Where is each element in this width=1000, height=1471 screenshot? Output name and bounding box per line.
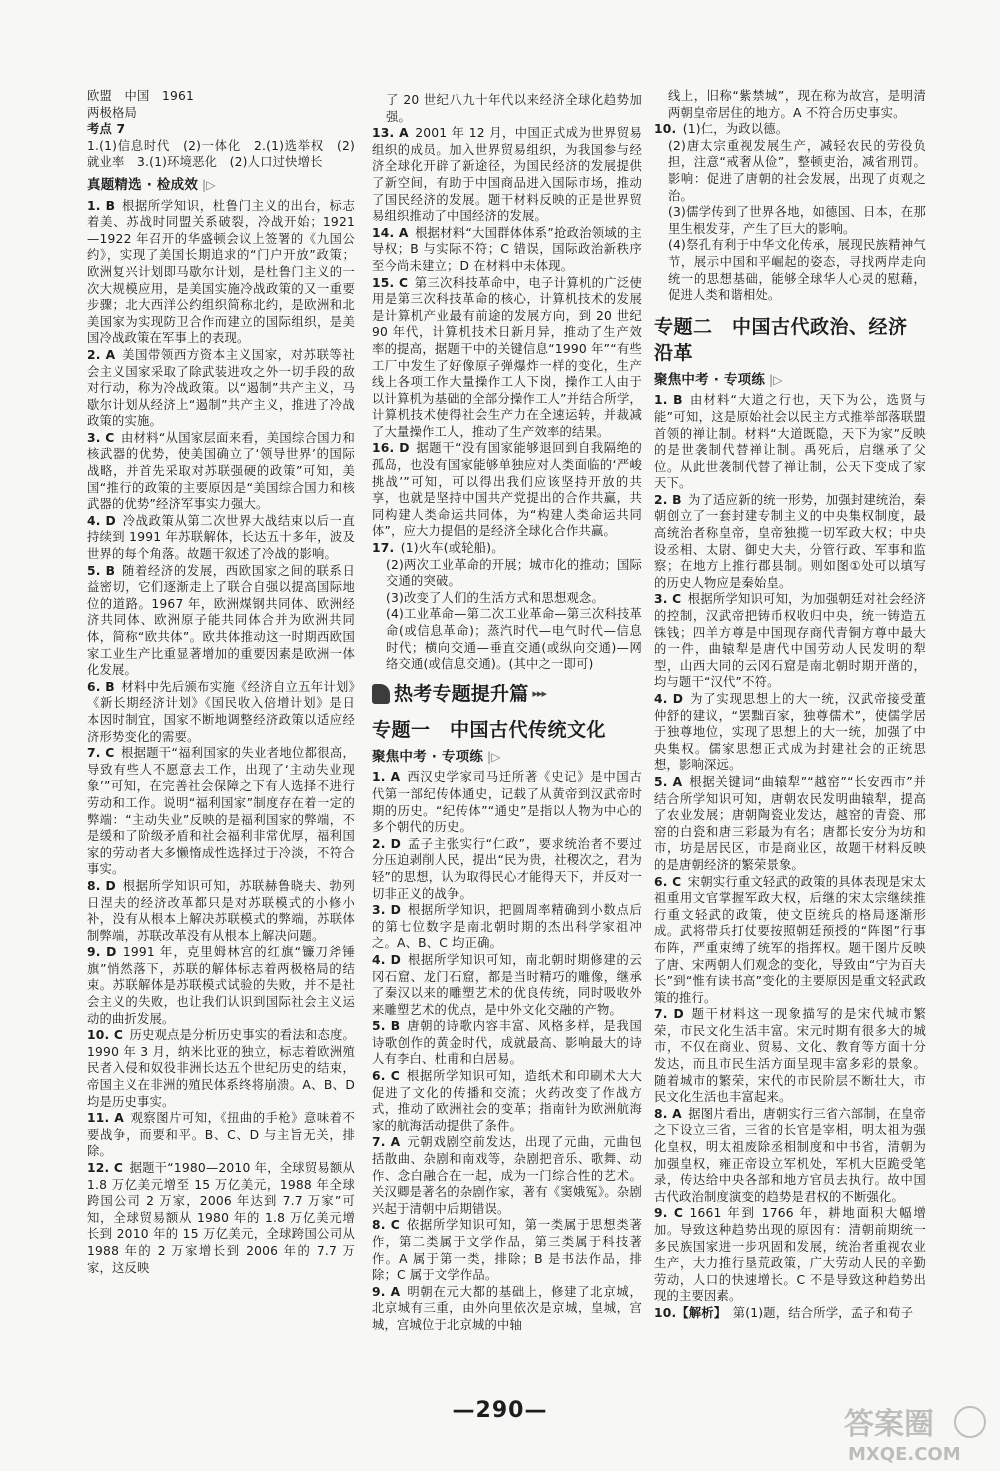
answer-number: 10. <box>654 122 677 137</box>
answer-number: 1. B <box>87 198 116 213</box>
answer-text: 考点 7 <box>87 122 126 137</box>
answer-item <box>372 540 642 557</box>
text-line <box>654 237 926 303</box>
answer-text: (4)工业革命—第二次工业革命—第三次科技革命(或信息革命)；蒸汽时代—电气时代—信息时代；横向交通—垂直交通(或纵向交通)—网络交通(或信息交通)。(其中之一即可) <box>386 607 642 672</box>
answer-text: 第(1)题，结合所学，孟子和荀子 <box>732 1305 914 1320</box>
answer-text: 观察图片可知，《扭曲的手枪》意味着不要战争，而要和平。B、C、D 与主旨无关，排除。 <box>87 1111 355 1159</box>
text-line <box>87 121 355 138</box>
answer-item <box>372 1284 642 1334</box>
answer-text: 据题干“1980—2010 年，全球贸易额从 1.8 万亿美元增至 15 万亿美元，1988 年全球跨国公司 2 万家，2006 年达到 7.7 万家”可知，全球贸易额从 1980 年的 1.8 万亿美元增长到 2010 年的 15 万亿美元，全球跨国公司从 1988 年的 2 万家增长到 2006 年的 7.7 万家，这反映 <box>87 1161 355 1275</box>
answer-number: 4. D <box>87 513 116 528</box>
answer-item <box>87 1110 355 1160</box>
answer-item <box>654 121 926 138</box>
text-line <box>654 138 926 204</box>
answer-text: 1661 年到 1766 年，耕地面积大幅增加。导致这种趋势出现的原因有：清朝前期统一多民族国家进一步巩固和发展，统治者重视农业生产，大力推行垦荒政策，广大劳动人民的辛勤劳动，人口的快速增长。C 不是导致这种趋势出现的主要因素。 <box>654 1206 926 1304</box>
answer-item <box>87 1027 355 1110</box>
answer-text: 历史观点是分析历史事实的看法和态度。1990 年 3 月，纳米比亚的独立，标志着欧洲殖民者入侵和奴役非洲长达五个世纪历史的结束，帝国主义在非洲的殖民体系终将崩溃。A、B、D 均是历史事实。 <box>87 1028 355 1109</box>
text-line <box>372 92 642 125</box>
answer-number: 9. D <box>87 945 117 960</box>
answer-number: 16. D <box>372 441 410 456</box>
answer-text: (1)仁，为政以德。 <box>682 122 789 137</box>
text-line <box>372 606 642 672</box>
watermark-logo <box>842 1400 992 1464</box>
answer-item <box>372 1018 642 1068</box>
answer-item <box>372 225 642 275</box>
answer-number: 3. C <box>87 430 115 445</box>
answer-number: 5. B <box>87 563 116 578</box>
answer-item <box>372 1068 642 1134</box>
answer-text: (4)祭孔有利于中华文化传承，展现民族精神气节，展示中国和平崛起的姿态，寻找两岸走向统一的思想基础，能够全球华人心灵的慰藉，促进人类和谐相处。 <box>668 238 926 303</box>
answer-item <box>654 1106 926 1206</box>
answer-number: 3. C <box>654 592 682 607</box>
answer-number: 6. B <box>87 679 115 694</box>
answer-text: 1.(1)信息时代 (2)一体化 2.(1)选举权 (2)就业率 3.(1)环境恶化 (2)人口过快增长 <box>87 138 355 170</box>
answer-text: 1991 年，克里姆林宫的红旗“镰刀斧锤旗”悄然落下，苏联的解体标志着两极格局的结束。苏联解体是苏联模式试验的失败，并不是社会主义的失败，也让我们认识到国际社会主义运动的曲折发展。 <box>87 945 355 1026</box>
answer-item <box>87 1160 355 1276</box>
answer-number: 5. B <box>372 1019 401 1034</box>
answer-item <box>87 878 355 944</box>
answer-text: 第三次科技革命中，电子计算机的广泛使用是第三次科技革命的核心，计算机技术的发展是计算机产业最有前途的发展方向，到 20 世纪 90 年代，计算机技术日新月异，推动了生产效率的提高，据题干中的关键信息“1990 年”“有些工厂中发生了好像原子弹爆炸一样的变化，生产线上各项工作大量操作工人下岗，操作工人由于以计算机为基础的全部分操作工人”并结合所学，计算机技术使得社会生产力在全速运转，并裁减了大量操作工人，推动了生产效率的结果。 <box>372 275 642 439</box>
section-heading <box>87 177 355 194</box>
text-line <box>372 590 642 607</box>
answer-item <box>87 430 355 513</box>
answer-number: 7. D <box>654 1007 684 1022</box>
answer-item <box>372 902 642 952</box>
topic-title: 专题二 中国古代政治、经济沿革 <box>654 315 908 364</box>
answer-number: 7. C <box>87 746 115 761</box>
answer-text: 根据所学知识，把圆周率精确到小数点后的第七位数字是南北朝时期的杰出科学家祖冲之。A、B、C 均正确。 <box>372 903 642 951</box>
answer-item <box>372 125 642 225</box>
answer-item <box>372 952 642 1018</box>
answer-number: 7. A <box>372 1135 401 1150</box>
answer-text: 为了实现思想上的大一统，汉武帝接受董仲舒的建议，“罢黜百家，独尊儒术”，使儒学居于独尊地位，实现了思想上的大一统，加强了中央集权。儒家思想正式成为封建社会的正统思想，影响深远。 <box>654 692 926 773</box>
answer-number: 5. A <box>654 774 683 789</box>
answer-text: 西汉史学家司马迁所著《史记》是中国古代第一部纪传体通史，记载了从黄帝到汉武帝时期的历史。“纪传体”“通史”是指以人物为中心的多个朝代的历史。 <box>372 770 642 835</box>
text-line <box>87 138 355 171</box>
answer-number: 11. A <box>87 1111 124 1126</box>
answer-text: 根据题干“福利国家的失业者地位都很高，导致有些人不愿意去工作，出现了‘主动失业现象’”可知，在完善社会保障之下有人选择不进行劳动和工作。说明“福利国家”制度存在着一定的弊端：“主动失业”反映的是福利国家的弊端，不是缓和了阶级矛盾和社会福利非常优厚，福利国家的劳动者大多懒惰成性选择过于冷淡，不符合事实。 <box>87 746 356 877</box>
answer-text: 孟子主张实行“仁政”，要求统治者不要过分压迫剥削人民，提出“民为贵，社稷次之，君为轻”的思想，认为取得民心才能得天下，并反对一切非正义的战争。 <box>372 836 642 901</box>
answer-text: 依据所学知识可知，第一类属于思想类著作，第二类属于文学作品，第三类属于科技著作。A 属于第一类，排除；B 是书法作品，排除；C 属于文学作品。 <box>372 1218 642 1283</box>
answer-number: 10. C <box>87 1028 124 1043</box>
answer-number: 4. D <box>372 952 402 967</box>
section-heading-label: 真题精选 · 检成效 <box>87 176 199 193</box>
answer-text: 了 20 世纪八九十年代以来经济全球化趋势加强。 <box>386 93 642 124</box>
answer-number: 8. A <box>654 1106 682 1121</box>
answer-text: 明朝在元大都的基础上，修建了北京城，北京城有三重，由外向里依次是京城，皇城，宫城，宫城位于北京城的中轴 <box>372 1284 642 1332</box>
answer-text: (2)唐太宗重视发展生产，减轻农民的劳役负担，注意“戒奢从俭”，整顿吏治，减省刑罚。影响：促进了唐朝的社会发展，出现了贞观之治。 <box>668 138 926 203</box>
answer-number: 2. A <box>87 347 116 362</box>
section-heading <box>654 372 926 389</box>
text-line <box>654 88 926 121</box>
answer-item <box>87 944 355 1027</box>
text-line <box>87 88 355 105</box>
answer-item <box>87 679 355 745</box>
answer-text: 为了适应新的统一形势，加强封建统治，秦朝创立了一套封建专制主义的中央集权制度，最高统治者称皇帝，皇帝独揽一切军政大权；中央设丞相、太尉、御史大夫，分管行政、军事和监察；在地方上推行郡县制。则如图①处可以填写的历史人物应是秦始皇。 <box>654 492 926 590</box>
answer-item <box>654 691 926 774</box>
column-middle <box>372 92 642 1334</box>
answer-item <box>654 392 926 492</box>
answer-text: 线上，旧称“紫禁城”，现在称为故宫，是明清两朝皇帝居住的地方。A 不符合历史事实。 <box>668 89 926 120</box>
answer-text: 两极格局 <box>87 105 137 120</box>
answer-number: 10.【解析】 <box>654 1305 727 1320</box>
answer-text: 冷战政策从第二次世界大战结束以后一直持续到 1991 年苏联解体，长达五十多年，波及世界的每个角落。故题干叙述了冷战的影响。 <box>87 513 355 562</box>
answer-item <box>372 1134 642 1217</box>
answer-number: 14. A <box>372 225 409 240</box>
answer-text: 由材料“从国家层面来看，美国综合国力和核武器的优势，使美国确立了‘领导世界’的国际战略，并首先采取对苏联强硬的政策”可知，美国“推行的政策的主要原因是“美国综合国力和核武器的优势”经济军事实力强大。 <box>87 430 356 512</box>
answer-number: 12. C <box>87 1161 124 1175</box>
answer-text: 根据材料“大国群体体系”抢政治领域的主导权；B 与实际不符；C 错误，国际政治新秩序至今尚未建立；D 在材料中未体现。 <box>372 225 642 273</box>
text-line <box>654 204 926 237</box>
column-left <box>87 88 355 1276</box>
answer-text: 据题干“没有国家能够退回到自我隔绝的孤岛，也没有国家能够单独应对人类面临的‘严峻挑战’”可知，可以得出我们应该坚持开放的共享，也就是坚持中国共产党提出的合作共赢，共同构建人类命运共同体，为“构建人类命运共同体”，应大力提倡的是经济全球化合作共赢。 <box>372 441 642 539</box>
answer-item <box>372 836 642 902</box>
answer-text: 欧盟 中国 1961 <box>87 89 195 103</box>
arrow-icon: |▷ <box>198 177 216 192</box>
answer-item <box>372 440 642 540</box>
answer-item <box>654 1305 926 1322</box>
answer-text: 美国带领西方资本主义国家，对苏联等社会主义国家采取了除武装进攻之外一切手段的敌对行动，称为冷战政策。以“遏制”共产主义，马歇尔计划从经济上“遏制”共产主义，推进了冷战政策的实施。 <box>87 347 355 429</box>
answer-number: 6. C <box>654 874 682 889</box>
answer-number: 1. B <box>654 393 683 408</box>
section-heading-label: 聚焦中考 · 专项练 <box>654 371 766 388</box>
answer-number: 15. C <box>372 275 409 290</box>
answer-text: (3)儒学传到了世界各地，如德国、日本，在那里生根发芽，产生了巨大的影响。 <box>668 205 926 236</box>
arrow-icon: |▷ <box>765 372 783 387</box>
answer-item <box>654 1205 926 1305</box>
answer-text: 根据所学知识可知，造纸术和印刷术大大促进了文化的传播和交流；火药改变了作战方式，推动了欧洲社会的变革；指南针为欧洲航海家的航海活动提供了条件。 <box>372 1069 642 1133</box>
answer-item <box>654 874 926 1007</box>
answer-item <box>87 563 355 679</box>
answer-number: 2. B <box>654 492 682 507</box>
answer-item <box>372 275 642 441</box>
answer-text: (2)两次工业革命的开展；城市化的推动；国际交通的突破。 <box>386 557 642 589</box>
answer-text: (1)火车(或轮船)。 <box>400 541 504 556</box>
answer-number: 8. D <box>87 878 116 893</box>
answer-item <box>87 513 355 563</box>
banner-title: 热考专题提升篇 <box>394 682 529 705</box>
section-heading <box>372 749 642 766</box>
answer-text: 据图片看出，唐朝实行三省六部制，在皇帝之下设立三省，三省的长官是宰相，明太祖为强化皇权，明太祖废除丞相制度和中书省，清朝为加强皇权，雍正帝设立军机处，军机大臣跪受笔录，传达给中央各部和地方官员去执行。故中国古代政治制度演变的趋势是君权的不断强化。 <box>654 1106 926 1204</box>
answer-item <box>654 1006 926 1106</box>
answer-number: 2. D <box>372 836 401 851</box>
answer-text: 由材料“大道之行也，天下为公，选贤与能”可知，这是原始社会以民主方式推举部落联盟首领的禅让制。材料“大道既隐，天下为家”反映的是世袭制代替禅让制。禹死后，启继承了父位。从此世袭制代替了禅让制，公天下变成了家天下。 <box>654 393 926 491</box>
answer-text: 元朝戏剧空前发达，出现了元曲，元曲包括散曲、杂剧和南戏等，杂剧把音乐、歌舞、动作、念白融合在一起，成为一门综合性的艺术。关汉卿是著名的杂剧作家，著有《窦娥冤》。杂剧兴起于清朝中后期错误。 <box>372 1135 642 1216</box>
text-line <box>372 557 642 590</box>
answer-number: 6. C <box>372 1069 400 1084</box>
part-banner <box>372 681 642 707</box>
answer-number: 1. A <box>372 770 401 785</box>
answer-number: 3. D <box>372 903 402 918</box>
answer-text: (3)改变了人们的生活方式和思想观念。 <box>386 590 604 605</box>
answer-text: 唐朝的诗歌内容丰富、风格多样，是我国诗歌创作的黄金时代，成就最高、影响最大的诗人有李白、杜甫和白居易。 <box>372 1019 642 1067</box>
topic-title: 专题一 中国古代传统文化 <box>372 718 607 741</box>
answer-text: 材料中先后颁布实施《经济自立五年计划》《新长期经济计划》《国民收入倍增计划》是日本因时制宜，国家不断地调整经济政策以适应经济形势变化的需要。 <box>87 679 356 744</box>
section-heading-label: 聚焦中考 · 专项练 <box>372 748 484 765</box>
answer-item <box>87 745 355 878</box>
answer-item <box>372 769 642 835</box>
answer-item <box>372 1217 642 1283</box>
watermark-text: 答案圈 <box>844 1407 934 1442</box>
answer-item <box>87 347 355 430</box>
triple-arrow-icon: ▸▸▸ <box>532 686 546 700</box>
arrow-icon: |▷ <box>483 749 501 764</box>
answer-number: 4. D <box>654 692 684 706</box>
answer-number: 17. <box>372 541 395 556</box>
answer-text: 根据关键词“曲辕犁”“越窑”“长安西市”并结合所学知识可知，唐朝农民发明曲辕犁，提高了农业发展；唐朝陶瓷业发达，越窑的青瓷、邢窑的白瓷和唐三彩最为有名；唐都长安分为坊和市，坊是居民区，市是商业区，故题干材料反映的是唐朝经济的繁荣景象。 <box>654 774 926 872</box>
answer-item <box>654 591 926 691</box>
answer-number: 9. C <box>654 1206 684 1221</box>
answer-text: 宋朝实行重文轻武的政策的具体表现是宋太祖重用文官掌握军政大权，后继的宋太宗继续推行重文轻武的政策，使文臣统兵的格局逐渐形成。武将带兵打仗要按照朝廷预授的“阵图”行事布阵，严重束缚了统军的指挥权。题干图片反映了唐、宋两朝人们观念的变化，导致由“宁为百夫长”到“惟有读书高”变化的主要原因是重文轻武政策的推行。 <box>654 874 926 1005</box>
answer-item <box>87 198 355 347</box>
column-right <box>654 88 926 1322</box>
answer-item <box>654 492 926 592</box>
answer-text: 随着经济的发展，西欧国家之间的联系日益密切，它们逐渐走上了联合自强以提高国际地位的道路。1967 年，欧洲煤钢共同体、欧洲经济共同体、欧洲原子能共同体合并为欧洲共同体，简称“欧共体”。欧共体推动这一时期西欧国家工业生产比重显著增加的重要因素是欧洲一体化发展。 <box>87 563 355 678</box>
answer-text: 根据所学知识可知，南北朝时期修建的云冈石窟、龙门石窟，都是当时精巧的雕像，继承了秦汉以来的雕塑艺术的优良传统，同时吸收外来雕塑艺术的优点，是中外文化交融的产物。 <box>372 952 642 1017</box>
answer-text: 根据所学知识可知，为加强朝廷对社会经济的控制，汉武帝把铸币权收归中央，统一铸造五铢钱；四羊方尊是中国现存商代青铜方尊中最大的一件，曲辕犁是唐代中国劳动人民发明的犁型，山西大同的云冈石窟是南北朝时期开凿的，均与题干“汉代”不符。 <box>654 592 926 690</box>
answer-text: 题干材料这一现象描写的是宋代城市繁荣，市民文化生活丰富。宋元时期有很多大的城市，不仅在商业、贸易、文化、教育等方面十分发达，而且市民生活方面呈现丰富多彩的景象。随着城市的繁荣，宋代的市民阶层不断壮大，市民文化生活也丰富起来。 <box>654 1007 926 1105</box>
answer-item <box>654 774 926 874</box>
answer-text: 根据所学知识，杜鲁门主义的出台，标志着美、苏战时同盟关系破裂，冷战开始；1921—1922 年召开的华盛顿会议上签署的《九国公约》，实现了美国长期追求的“门户开放”政策；欧洲复兴计划即马歇尔计划，是杜鲁门主义的一次大规模应用，是美国实施冷战政策的又一重要步骤；北大西洋公约组织简称北约，是欧洲和北美国家为实现防卫合作而建立的国际组织，是美国冷战政策在军事上的表现。 <box>87 198 355 346</box>
page-number: —290— <box>452 1398 548 1423</box>
answer-number: 13. A <box>372 126 409 141</box>
answer-text: 根据所学知识可知，苏联赫鲁晓夫、勃列日涅夫的经济改革都只是对苏联模式的小修小补，没有从根本上解决苏联模式的弊端，苏联体制弊端，苏联改革没有从根本上解决问题。 <box>87 878 355 943</box>
answer-number: 8. C <box>372 1218 400 1233</box>
answer-number: 9. A <box>372 1284 401 1299</box>
answer-text: 2001 年 12 月，中国正式成为世界贸易组织的成员。加入世界贸易组织，为我国参与经济全球化开辟了新途径，为国民经济的发展提供了新空间，有助于中国商品进入国际市场，推动了国民经济的发展。题干材料反映的正是世界贸易组织推动了中国经济的发展。 <box>372 126 642 224</box>
text-line <box>87 105 355 122</box>
watermark-url: MXQE.COM <box>848 1444 961 1464</box>
banner-icon <box>372 684 390 704</box>
